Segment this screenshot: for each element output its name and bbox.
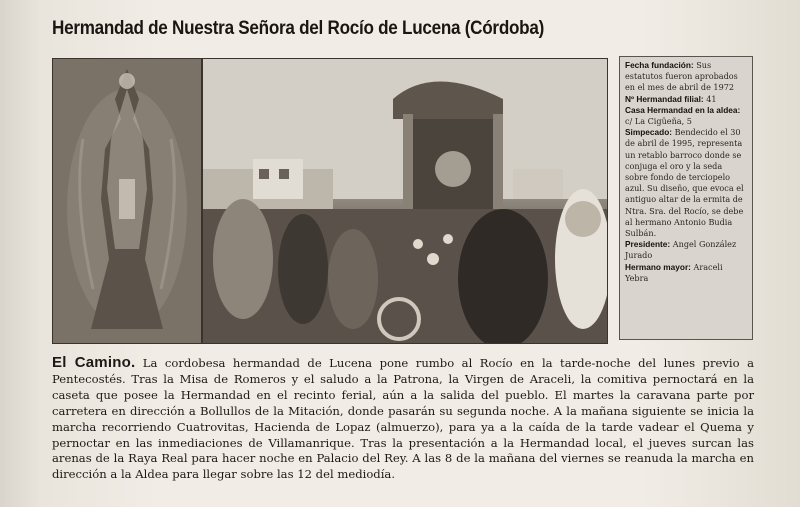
pilgrimage-cart-photo xyxy=(202,58,608,344)
info-presidente-value: Angel González Jurado xyxy=(625,239,737,261)
romeria-scene xyxy=(203,59,607,343)
virgin-image-photo xyxy=(52,58,202,344)
info-filial-label: Nº Hermandad filial: xyxy=(625,93,704,104)
info-hermano-mayor-value: Araceli Yebra xyxy=(625,261,723,283)
article-body xyxy=(52,355,754,483)
info-casa-label: Casa Hermandad en la aldea: xyxy=(625,104,741,115)
article-lead: El Camino. xyxy=(52,354,136,371)
info-simpecado-value: Bendecido el 30 de abril de 1995, representa un retablo barroco donde se conjuga el oro y la seda sobre fondo de terciopelo azul. Su diseño, que evoca el antiguo altar de la ermita de Ntra. Sra. del Rocío, se debe al hermano Antonio Budia Sulbán. xyxy=(625,127,744,239)
info-founded-value: Sus estatutos fueron aprobados en el mes de abril de 1972 xyxy=(625,60,738,93)
info-hermano-mayor xyxy=(625,262,747,284)
info-founded-label: Fecha fundación: xyxy=(625,60,694,70)
info-presidente-label: Presidente: xyxy=(625,239,671,250)
article-text: La cordobesa hermandad de Lucena pone rumbo al Rocío en la tarde-noche del lunes previo a Pentecostés. Tras la Misa de Romeros y el saludo a la Patrona, la Virgen de Araceli, la comitiva pernoctará en la caseta que posee la Hermandad en el recinto ferial, aún a la salida del pueblo. El martes la caravana parte por carretera en dirección a Bollullos de la Mitación, donde pasarán su segunda noche. A la mañana siguiente se inicia la marcha recorriendo Cuatrovitas, Hacienda de Lopaz (almuerzo), para ya a la caída de la tarde vadear el Quema y pernoctar en las inmediaciones de Villamanrique. Tras la presentación a la Hermandad local, el jueves surcan las arenas de la Raya Real para hacer noche en Palacio del Rey. A las 8 de la mañana del viernes se reanuda la marcha en dirección a la Aldea para llegar sobre las 12 del mediodía. xyxy=(52,356,754,482)
info-box xyxy=(619,56,753,340)
info-presidente xyxy=(625,239,747,261)
info-casa xyxy=(625,105,747,127)
info-filial xyxy=(625,94,747,105)
info-hermano-mayor-label: Hermano mayor: xyxy=(625,261,691,272)
info-simpecado-label: Simpecado: xyxy=(625,127,673,138)
info-casa-value: c/ La Cigüeña, 5 xyxy=(625,116,692,127)
page-shadow xyxy=(0,0,40,507)
article-headline: Hermandad de Nuestra Señora del Rocío de Lucena (Córdoba) xyxy=(52,18,545,39)
virgin-figure xyxy=(53,59,201,343)
info-founded xyxy=(625,60,747,94)
info-simpecado xyxy=(625,127,747,239)
info-filial-value: 41 xyxy=(706,93,717,104)
